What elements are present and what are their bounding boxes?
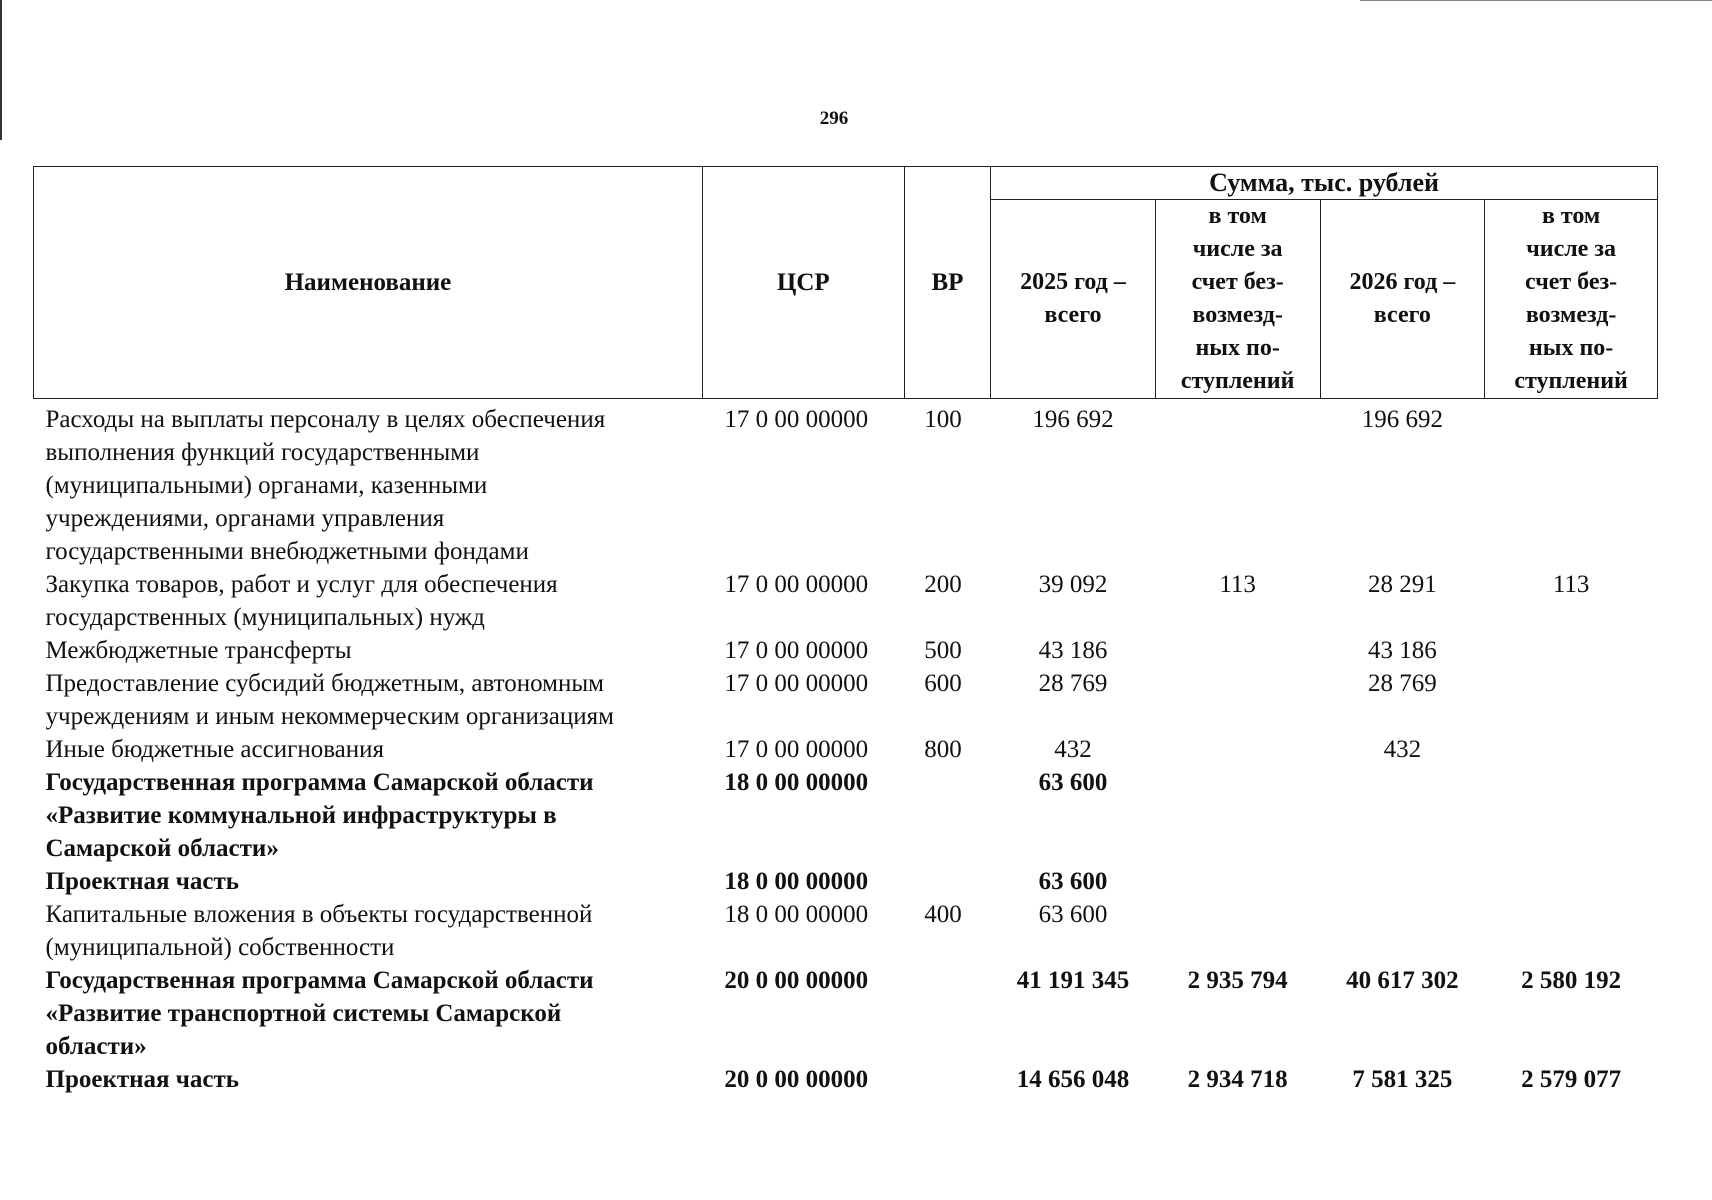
header-2025-free-line: числе за [1192, 236, 1283, 262]
cell-2025-free [1155, 667, 1320, 733]
cell-vr: 400 [924, 901, 962, 928]
cell-name-line: (муниципальными) органами, казенными [45, 472, 488, 499]
header-2026-free-line: счет без- [1525, 269, 1618, 295]
cell-2026-total: 28 769 [1367, 670, 1437, 697]
table-row [34, 667, 1658, 733]
cell-name-line: Государственная программа Самарской области [45, 967, 594, 994]
cell-name-line: Государственная программа Самарской области [45, 769, 594, 796]
cell-2026-total: 28 291 [1367, 571, 1437, 598]
header-csr: ЦСР [702, 167, 904, 399]
cell-csr: 18 0 00 00000 [724, 901, 869, 928]
cell-2025-free: 113 [1219, 571, 1256, 598]
cell-name-line: Предоставление субсидий бюджетным, автономным [45, 670, 604, 697]
header-2025-total [991, 200, 1156, 399]
cell-2026-free [1485, 667, 1658, 733]
cell-name-line: Расходы на выплаты персоналу в целях обеспечения [45, 406, 606, 433]
cell-2025-free [1155, 766, 1320, 865]
cell-vr: 500 [924, 637, 962, 664]
cell-name [34, 634, 703, 667]
table-body [34, 399, 1658, 1097]
cell-name-line: «Развитие коммунальной инфраструктуры в [45, 802, 557, 829]
cell-vr: 200 [924, 571, 962, 598]
cell-2025-total: 14 656 048 [1016, 1066, 1130, 1093]
cell-name [34, 865, 703, 898]
cell-name-line: Иные бюджетные ассигнования [45, 736, 385, 763]
header-2025-free [1155, 200, 1320, 399]
cell-2025-total: 41 191 345 [1016, 967, 1130, 994]
cell-name [34, 399, 703, 569]
cell-name-line: государственных (муниципальных) нужд [45, 604, 485, 631]
cell-2026-free [1485, 865, 1658, 898]
cell-name [34, 667, 703, 733]
cell-name [34, 568, 703, 634]
cell-csr: 18 0 00 00000 [724, 769, 869, 796]
cell-vr [904, 1063, 990, 1096]
cell-2025-free: 2 935 794 [1187, 967, 1288, 994]
header-2025-total-line: всего [1044, 302, 1102, 328]
budget-table [33, 166, 1658, 1096]
table-row [34, 399, 1658, 569]
cell-2025-free [1155, 898, 1320, 964]
header-2025-free-line: ступлений [1180, 368, 1295, 394]
table-row [34, 964, 1658, 1063]
cell-2026-free [1485, 898, 1658, 964]
cell-name [34, 733, 703, 766]
cell-name-line: учреждениям и иным некоммерческим организациям [45, 703, 614, 730]
cell-name-line: выполнения функций государственными [45, 439, 480, 466]
cell-2025-free: 2 934 718 [1187, 1066, 1288, 1093]
cell-name [34, 964, 703, 1063]
scan-edge-top [1360, 0, 1712, 1]
cell-2026-total [1320, 898, 1485, 964]
header-2026-total [1320, 200, 1485, 399]
cell-2026-free: 2 580 192 [1521, 967, 1622, 994]
cell-2025-free [1155, 733, 1320, 766]
cell-name-line: учреждениями, органами управления [45, 505, 445, 532]
cell-vr [904, 766, 990, 865]
cell-2026-total: 432 [1383, 736, 1422, 763]
cell-name [34, 898, 703, 964]
cell-name-line: Капитальные вложения в объекты государственной [45, 901, 593, 928]
cell-csr: 17 0 00 00000 [724, 571, 869, 598]
header-2026-free-line: в том [1541, 203, 1601, 229]
cell-2026-free: 2 579 077 [1521, 1066, 1622, 1093]
header-2025-free-line: возмезд- [1192, 302, 1283, 328]
cell-csr: 20 0 00 00000 [724, 1066, 869, 1093]
table-row [34, 1063, 1658, 1096]
cell-2025-free [1155, 865, 1320, 898]
cell-vr: 800 [924, 736, 962, 763]
cell-csr: 17 0 00 00000 [724, 406, 869, 433]
table-row [34, 568, 1658, 634]
header-name: Наименование [34, 167, 703, 399]
header-2026-total-line: 2026 год – [1349, 269, 1456, 295]
header-2026-free [1485, 200, 1658, 399]
table-row [34, 766, 1658, 865]
header-2026-free-line: ступлений [1514, 368, 1628, 394]
cell-2025-total: 432 [1054, 736, 1092, 763]
cell-2025-free [1155, 399, 1320, 569]
cell-csr: 18 0 00 00000 [724, 868, 869, 895]
cell-name-line: государственными внебюджетными фондами [45, 538, 529, 565]
cell-name-line: Межбюджетные трансферты [45, 637, 352, 664]
cell-vr [904, 964, 990, 1063]
cell-2025-total: 28 769 [1038, 670, 1108, 697]
cell-2025-total: 43 186 [1038, 637, 1108, 664]
header-2026-free-line: числе за [1526, 236, 1616, 262]
cell-csr: 17 0 00 00000 [724, 637, 869, 664]
cell-2026-total: 196 692 [1361, 406, 1443, 433]
header-2026-total-line: всего [1373, 302, 1431, 328]
table-header [34, 167, 1658, 399]
header-2025-free-line: ных по- [1195, 335, 1280, 361]
cell-name-line: (муниципальной) собственности [45, 934, 395, 961]
cell-2025-total: 63 600 [1038, 868, 1108, 895]
cell-name-line: Закупка товаров, работ и услуг для обеспечения [45, 571, 558, 598]
cell-name-line: Самарской области» [45, 835, 279, 862]
table-row [34, 733, 1658, 766]
cell-vr [904, 865, 990, 898]
cell-2025-total: 196 692 [1032, 406, 1114, 433]
table-row [34, 865, 1658, 898]
cell-name-line: области» [45, 1033, 147, 1060]
cell-name [34, 766, 703, 865]
cell-2026-free [1485, 399, 1658, 569]
header-sum-group: Сумма, тыс. рублей [991, 167, 1658, 200]
header-vr: ВР [904, 167, 990, 399]
cell-2025-total: 63 600 [1038, 769, 1108, 796]
cell-2026-free [1485, 733, 1658, 766]
header-2025-free-line: в том [1208, 203, 1267, 229]
cell-2026-free: 113 [1552, 571, 1590, 598]
header-2026-free-line: возмезд- [1525, 302, 1617, 328]
cell-2025-total: 39 092 [1038, 571, 1108, 598]
cell-2026-total: 7 581 325 [1352, 1066, 1453, 1093]
header-2025-free-line: счет без- [1191, 269, 1284, 295]
page-number: 296 [819, 108, 849, 129]
cell-name-line: Проектная часть [45, 868, 240, 895]
cell-csr: 17 0 00 00000 [724, 670, 869, 697]
cell-2025-free [1155, 634, 1320, 667]
cell-2026-total [1320, 865, 1485, 898]
cell-csr: 20 0 00 00000 [724, 967, 869, 994]
cell-name-line: «Развитие транспортной системы Самарской [45, 1000, 562, 1027]
cell-2025-total: 63 600 [1038, 901, 1108, 928]
table-row [34, 634, 1658, 667]
cell-2026-total [1320, 766, 1485, 865]
cell-2026-total: 43 186 [1367, 637, 1437, 664]
cell-csr: 17 0 00 00000 [724, 736, 869, 763]
table-row [34, 898, 1658, 964]
cell-name [34, 1063, 703, 1096]
cell-2026-total: 40 617 302 [1346, 967, 1459, 994]
header-2026-free-line: ных по- [1528, 335, 1614, 361]
cell-vr: 600 [924, 670, 962, 697]
cell-2026-free [1485, 766, 1658, 865]
header-2025-total-line: 2025 год – [1020, 269, 1126, 295]
cell-2026-free [1485, 634, 1658, 667]
cell-name-line: Проектная часть [45, 1066, 240, 1093]
cell-vr: 100 [924, 406, 962, 433]
